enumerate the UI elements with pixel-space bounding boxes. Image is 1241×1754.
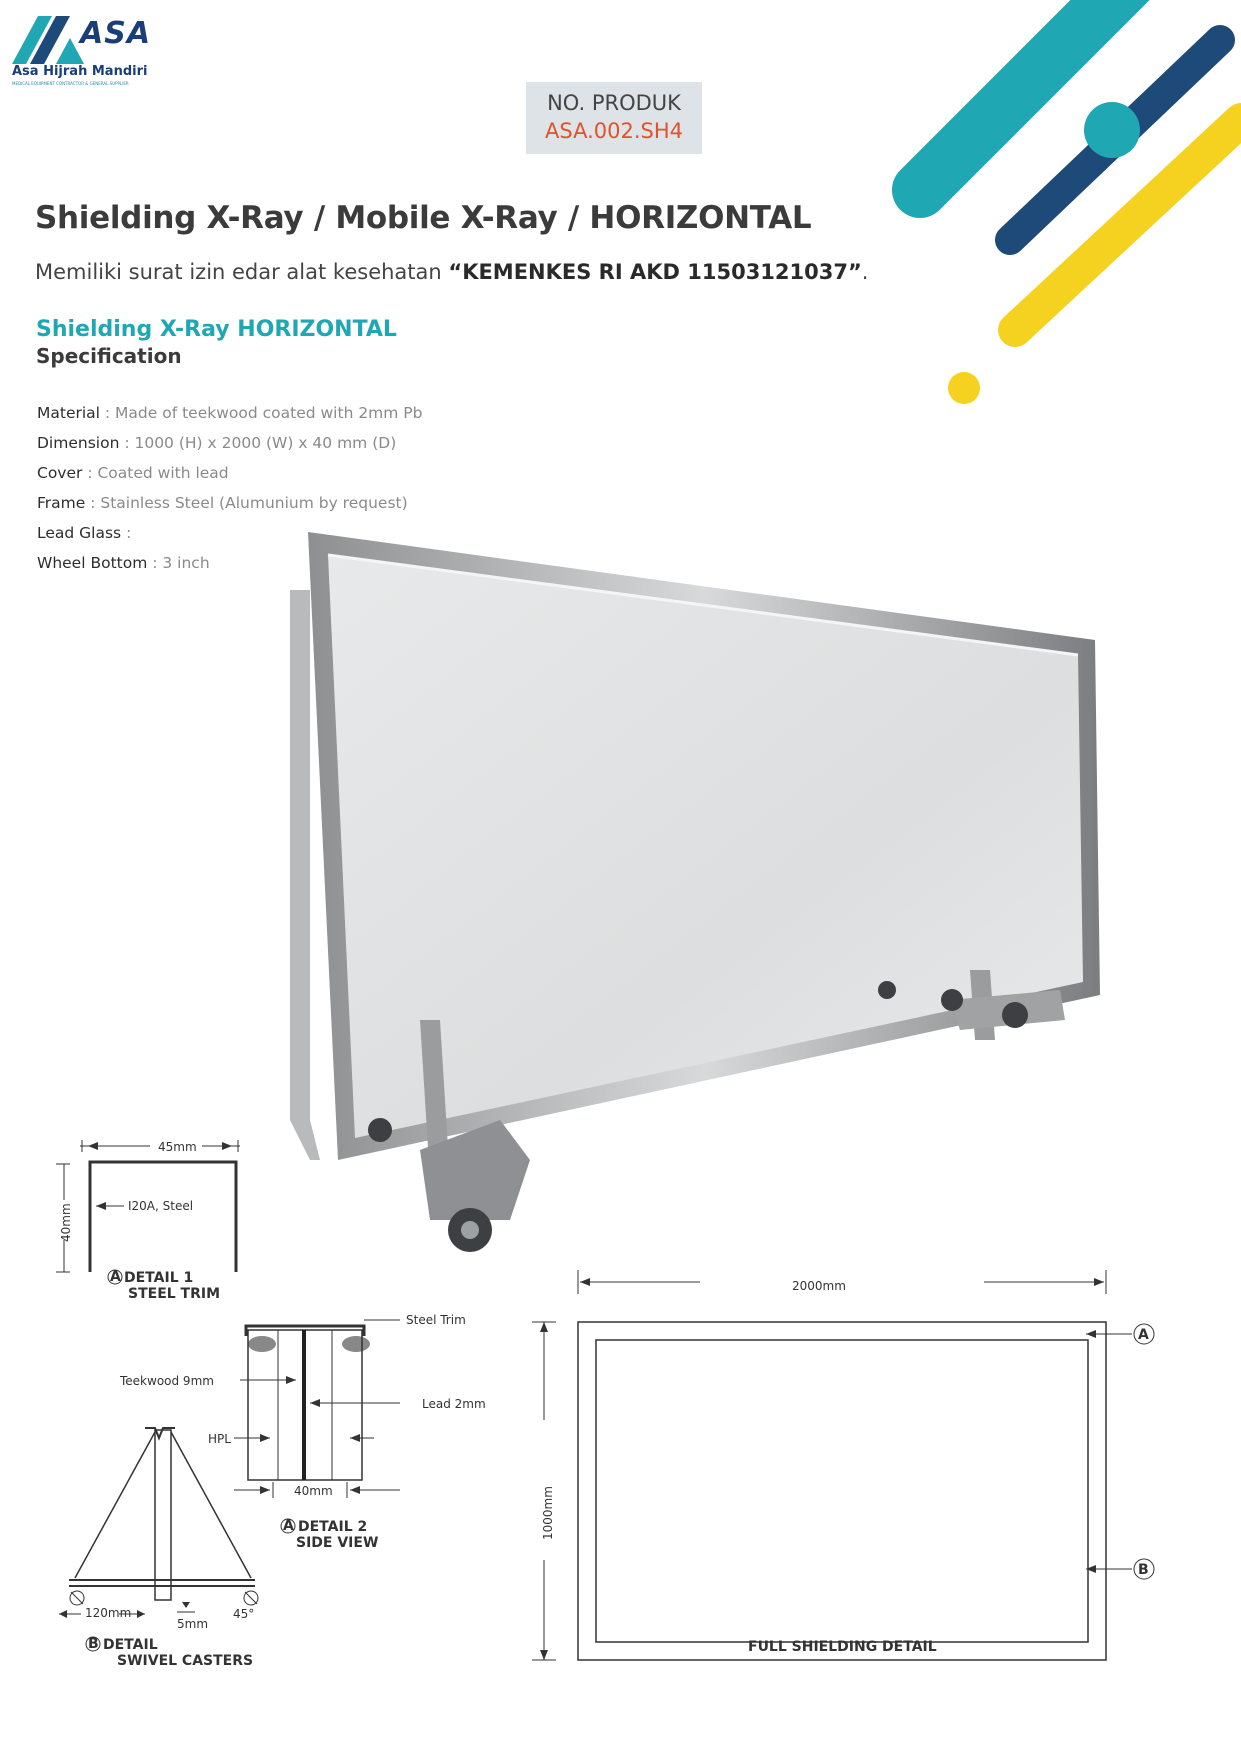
detail2-marker: A (283, 1518, 294, 1534)
full-width-label: 2000mm (792, 1279, 846, 1293)
full-shielding-title: FULL SHIELDING DETAIL (748, 1639, 937, 1655)
detail2-teekwood-label: Teekwood 9mm (120, 1374, 214, 1388)
detail-steel-trim-diagram (40, 1120, 240, 1300)
logo-brand: ASA (80, 16, 152, 51)
spec-item (37, 398, 423, 428)
casters-length-label: 120mm (85, 1606, 132, 1620)
spec-value: : Made of teekwood coated with 2mm Pb (99, 404, 423, 422)
permit-statement (35, 260, 868, 284)
spec-key: Wheel Bottom (37, 554, 148, 572)
detail1-marker: A (110, 1269, 121, 1285)
casters-gap-label: 5mm (177, 1617, 209, 1631)
detail2-title: DETAIL 2 (298, 1519, 368, 1535)
logo-tagline: MEDICAL EQUIPMENT CONTRACTOR & GENERAL SUPPLIER (12, 81, 129, 86)
spec-value: : Coated with lead (82, 464, 229, 482)
spec-key: Frame (37, 494, 86, 512)
full-shielding-diagram (520, 1260, 1180, 1670)
product-number-code: ASA.002.SH4 (545, 119, 683, 143)
full-marker-a: A (1138, 1327, 1149, 1343)
spec-value: : Stainless Steel (Alumunium by request) (85, 494, 408, 512)
detail2-lead-label: Lead 2mm (422, 1397, 486, 1411)
section-heading: Shielding X-Ray HORIZONTAL (36, 317, 397, 342)
permit-number: “KEMENKES RI AKD 11503121037” (448, 260, 862, 284)
spec-key: Cover (37, 464, 83, 482)
logo-company-name: Asa Hijrah Mandiri (12, 64, 148, 79)
permit-text: Memiliki surat izin edar alat kesehatan (35, 260, 449, 284)
detail2-subtitle: SIDE VIEW (296, 1535, 379, 1550)
spec-item (37, 428, 423, 458)
detail1-width-label: 45mm (158, 1140, 197, 1154)
spec-item (37, 488, 423, 518)
specification-heading: Specification (36, 344, 182, 368)
permit-end: . (861, 260, 869, 284)
detail1-height-label: 40mm (59, 1203, 73, 1242)
product-number-box (526, 82, 702, 154)
casters-subtitle: SWIVEL CASTERS (117, 1653, 254, 1669)
full-marker-b: B (1138, 1562, 1149, 1578)
product-photo (280, 520, 1190, 1260)
detail1-note: I20A, Steel (128, 1199, 194, 1213)
spec-item (37, 458, 423, 488)
detail2-steel-trim-label: Steel Trim (406, 1313, 466, 1327)
casters-angle-label: 45° (233, 1607, 255, 1621)
product-number-label: NO. PRODUK (547, 91, 681, 115)
detail-swivel-casters-diagram (55, 1418, 285, 1678)
spec-value: : 3 inch (147, 554, 210, 572)
detail1-title: DETAIL 1 (124, 1270, 194, 1286)
spec-key: Dimension (37, 434, 120, 452)
decorative-stripes (880, 0, 1241, 420)
spec-key: Material (37, 404, 100, 422)
page-title: Shielding X-Ray / Mobile X-Ray / HORIZONTAL (35, 200, 812, 236)
casters-marker: B (88, 1636, 99, 1652)
spec-value: : 1000 (H) x 2000 (W) x 40 mm (D) (119, 434, 397, 452)
detail2-thickness-label: 40mm (294, 1484, 333, 1498)
detail1-subtitle: STEEL TRIM (128, 1286, 221, 1300)
spec-key: Lead Glass (37, 524, 122, 542)
full-height-label: 1000mm (541, 1486, 555, 1540)
detail2-hpl-label: HPL (208, 1432, 231, 1446)
casters-title: DETAIL (103, 1637, 158, 1653)
spec-value: : (121, 524, 132, 542)
